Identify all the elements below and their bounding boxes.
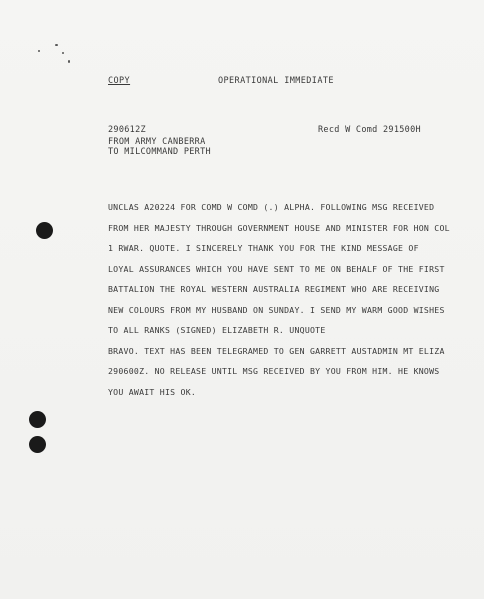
punch-hole bbox=[29, 411, 46, 428]
message-line: BATTALION THE ROYAL WESTERN AUSTRALIA REGIMENT WHO ARE RECEIVING bbox=[108, 284, 440, 294]
message-line: 1 RWAR. QUOTE. I SINCERELY THANK YOU FOR THE KIND MESSAGE OF bbox=[108, 243, 419, 253]
punch-hole bbox=[29, 436, 46, 453]
classification-heading: OPERATIONAL IMMEDIATE bbox=[218, 76, 334, 86]
message-line: TO ALL RANKS (SIGNED) ELIZABETH R. UNQUOTE bbox=[108, 325, 326, 335]
message-line: LOYAL ASSURANCES WHICH YOU HAVE SENT TO ME ON BEHALF OF THE FIRST bbox=[108, 263, 445, 274]
message-line: FROM HER MAJESTY THROUGH GOVERNMENT HOUSE AND MINISTER FOR HON COL bbox=[108, 222, 450, 233]
from-line: FROM ARMY CANBERRA bbox=[108, 137, 206, 147]
punch-hole bbox=[36, 222, 53, 239]
message-body bbox=[108, 200, 458, 405]
scan-speck bbox=[62, 52, 64, 54]
to-line: TO MILCOMMAND PERTH bbox=[108, 147, 211, 157]
scan-speck bbox=[55, 44, 58, 46]
scan-speck bbox=[38, 50, 40, 52]
message-line: 290600Z. NO RELEASE UNTIL MSG RECEIVED BY YOU FROM HIM. HE KNOWS bbox=[108, 366, 440, 376]
date-time-group: 290612Z bbox=[108, 125, 146, 135]
message-line: BRAVO. TEXT HAS BEEN TELEGRAMED TO GEN GARRETT AUSTADMIN MT ELIZA bbox=[108, 345, 445, 356]
copy-label: COPY bbox=[108, 76, 131, 86]
message-line: NEW COLOURS FROM MY HUSBAND ON SUNDAY. I SEND MY WARM GOOD WISHES bbox=[108, 304, 445, 315]
message-line: UNCLAS A20224 FOR COMD W COMD (.) ALPHA. FOLLOWING MSG RECEIVED bbox=[108, 202, 435, 212]
received-stamp: Recd W Comd 291500H bbox=[318, 125, 421, 135]
message-line: YOU AWAIT HIS OK. bbox=[108, 386, 197, 397]
scan-speck bbox=[68, 60, 70, 63]
